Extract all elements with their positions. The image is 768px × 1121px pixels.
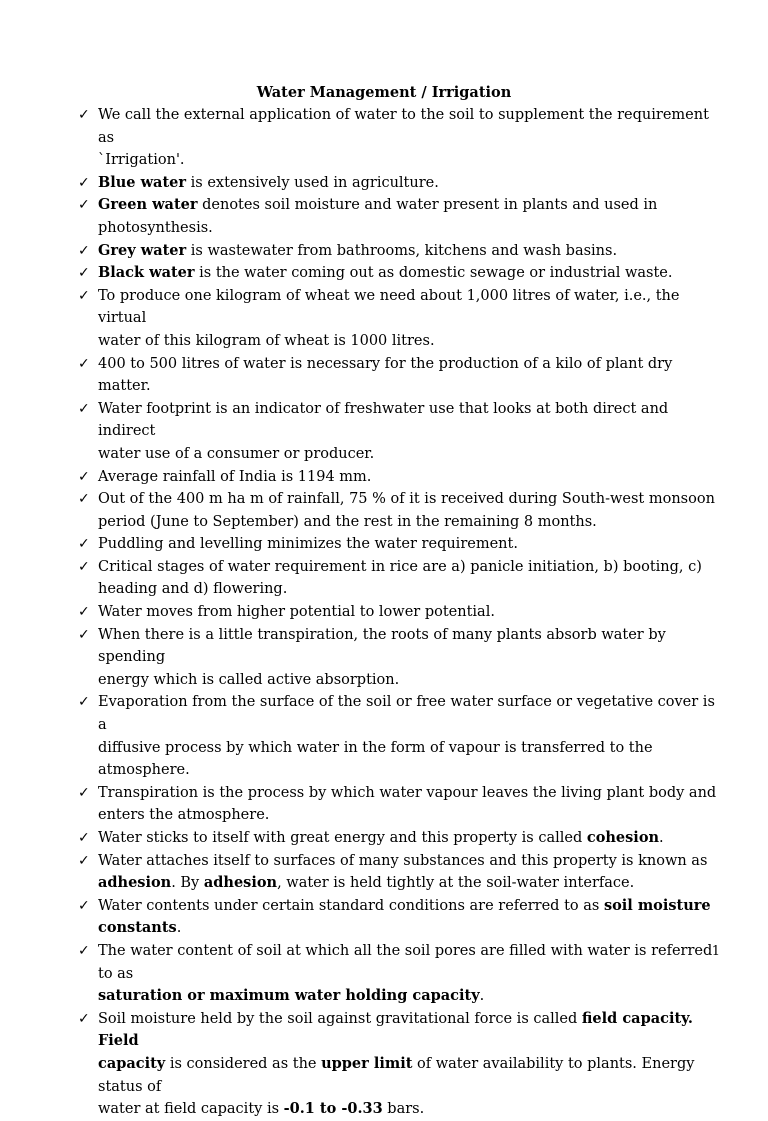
bullet-item (78, 466, 726, 489)
item-text: is considered as the (165, 1055, 322, 1072)
item-text: , water is held tightly at the soil-water interface. (277, 875, 635, 892)
bullet-list (78, 104, 726, 1121)
check-mark-icon: ✓ (78, 468, 90, 485)
check-mark-icon: ✓ (78, 852, 90, 869)
item-text: Critical stages of water requirement in rice are a) panicle initiation, b) booting, c) heading and d) flowering. (98, 558, 702, 598)
check-mark-icon: ✓ (78, 287, 90, 304)
item-text: Transpiration is the process by which water vapour leaves the living plant body and enters the atmosphere. (98, 784, 717, 824)
bold-term: field capacity. Field capacity (98, 1009, 693, 1072)
bullet-item (78, 262, 726, 285)
check-mark-icon: ✓ (78, 784, 90, 801)
check-mark-icon: ✓ (78, 694, 90, 711)
check-mark-icon: ✓ (78, 897, 90, 914)
check-mark-icon: ✓ (78, 265, 90, 282)
bullet-item (78, 488, 726, 533)
bullet-item (78, 850, 726, 895)
item-text: The water content of soil at which all the soil pores are filled with water is referred to as (98, 942, 713, 982)
item-text: . (659, 830, 664, 846)
item-text: To produce one kilogram of wheat we need about 1,000 litres of water, i.e., the virtual water of this kilogram of wheat is 1000 litres. (98, 287, 680, 349)
document-title: Water Management / Irrigation (256, 84, 512, 101)
check-mark-icon: ✓ (78, 626, 90, 643)
item-text: bars. (382, 1101, 425, 1118)
bullet-item (78, 782, 726, 827)
bold-term: saturation or maximum water holding capacity (98, 987, 480, 1005)
bold-term: adhesion (98, 874, 172, 892)
check-mark-icon: ✓ (78, 536, 90, 553)
check-mark-icon: ✓ (78, 604, 90, 621)
item-text: Evaporation from the surface of the soil or free water surface or vegetative cover is a diffusive process by which water in the form of vapour is transferred to the atmosphere. (98, 694, 715, 779)
bullet-item (78, 533, 726, 556)
item-text: denotes soil moisture and water present in plants and used in photosynthesis. (98, 197, 658, 236)
item-text: Out of the 400 m ha m of rainfall, 75 % of it is received during South-west monsoon period (June to September) and the rest in the remaining 8 months. (98, 491, 715, 530)
check-mark-icon: ✓ (78, 942, 90, 959)
check-mark-icon: ✓ (78, 107, 90, 123)
bold-term: Grey water (98, 241, 187, 259)
check-mark-icon: ✓ (78, 174, 90, 191)
item-text: . (176, 920, 182, 937)
bullet-item (78, 556, 726, 601)
bold-term: Green water (98, 196, 198, 214)
bold-term: cohesion (586, 829, 660, 846)
check-mark-icon: ✓ (78, 558, 90, 575)
check-mark-icon: ✓ (78, 355, 90, 372)
bullet-item (78, 285, 726, 353)
bullet-item (78, 398, 726, 466)
item-text: is wastewater from bathrooms, kitchens and wash basins. (186, 242, 618, 259)
bullet-item (78, 353, 726, 398)
page-number: 1 (711, 944, 720, 959)
item-text: of water availability to plants. Energy status of water at field capacity is (98, 1055, 695, 1118)
item-text: Soil moisture held by the soil against gravitational force is called (98, 1010, 582, 1027)
bold-term: adhesion (203, 874, 278, 892)
check-mark-icon: ✓ (78, 491, 90, 508)
bullet-item (78, 940, 726, 1008)
item-text: Puddling and levelling minimizes the water requirement. (98, 536, 518, 553)
bold-term: Black water (98, 264, 195, 282)
item-text: We call the external application of water to the soil to supplement the requirement as `Irrigation'. (98, 107, 709, 169)
bullet-item (78, 194, 726, 239)
bullet-item (78, 895, 726, 940)
item-text: 400 to 500 litres of water is necessary for the production of a kilo of plant dry matter. (98, 355, 673, 395)
item-text: Average rainfall of India is 1194 mm. (98, 468, 372, 485)
bullet-item (78, 601, 726, 624)
item-text: Water sticks to itself with great energy and this property is called (98, 830, 587, 846)
bullet-item (78, 240, 726, 263)
bold-term: Blue water (98, 173, 187, 191)
check-mark-icon: ✓ (78, 242, 90, 259)
item-text: Water attaches itself to surfaces of many substances and this property is known as (98, 852, 708, 869)
bold-term: soil moisture constants (98, 896, 711, 937)
check-mark-icon: ✓ (78, 400, 90, 417)
bullet-item (78, 827, 726, 850)
item-text: is the water coming out as domestic sewage or industrial waste. (194, 265, 673, 282)
item-text: Water footprint is an indicator of freshwater use that looks at both direct and indirect water use of a consumer or producer. (98, 400, 669, 462)
bold-term: -0.1 to -0.33 (283, 1100, 383, 1118)
bold-term: upper limit (321, 1054, 413, 1072)
bullet-item (78, 104, 726, 172)
item-text: . (479, 988, 485, 1005)
bullet-item (78, 691, 726, 781)
item-text: Water contents under certain standard conditions are referred to as (98, 897, 604, 914)
bullet-item (78, 172, 726, 195)
item-text: Water moves from higher potential to lower potential. (98, 604, 495, 621)
item-text: When there is a little transpiration, the roots of many plants absorb water by spending energy which is called active absorption. (98, 626, 666, 688)
check-mark-icon: ✓ (78, 1010, 90, 1027)
item-text: . By (171, 875, 204, 892)
item-text: is extensively used in agriculture. (186, 174, 439, 191)
bullet-item (78, 1008, 726, 1121)
check-mark-icon: ✓ (78, 197, 90, 214)
bullet-item (78, 624, 726, 692)
check-mark-icon: ✓ (78, 830, 90, 846)
